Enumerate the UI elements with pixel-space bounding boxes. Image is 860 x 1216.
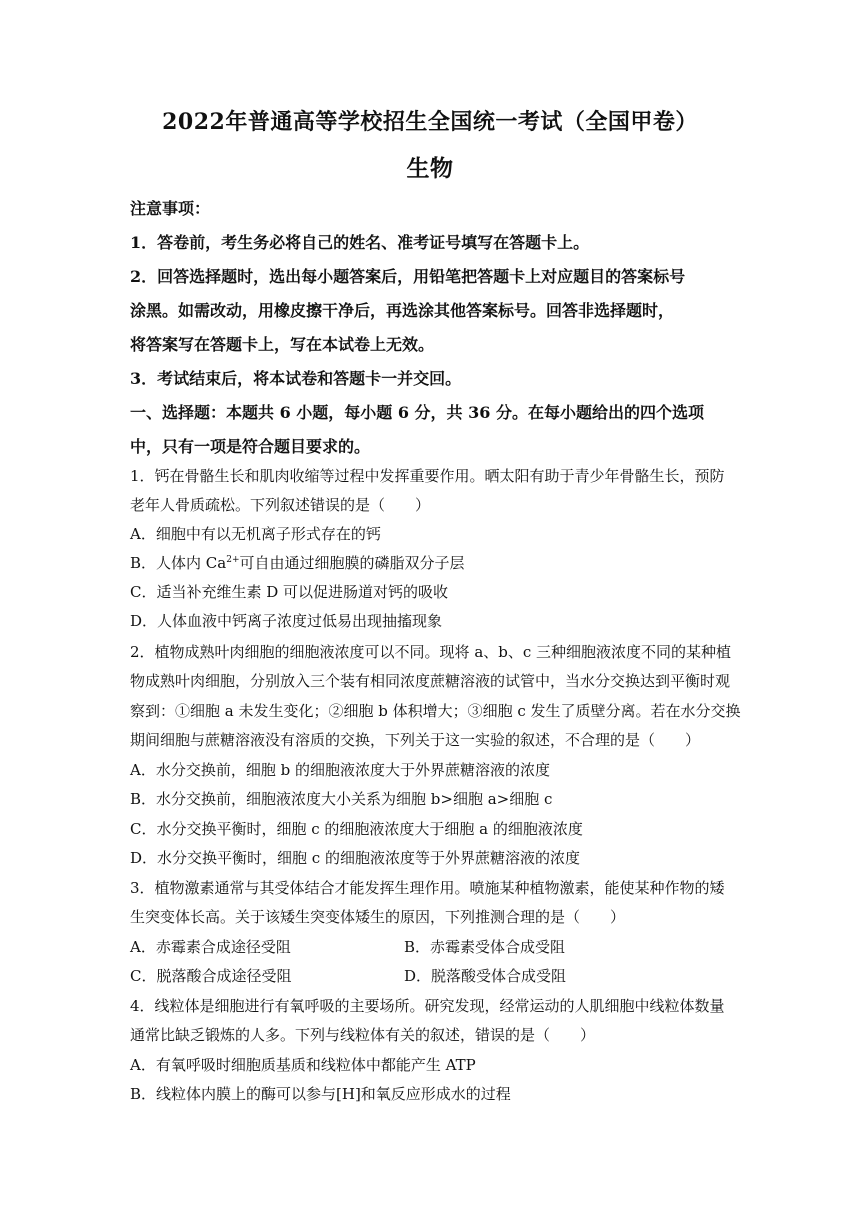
exam-subject: 生物 <box>406 155 454 182</box>
q2-stem-line-3: 察到：①细胞 a 未发生变化；②细胞 b 体积增大；③细胞 c 发生了质壁分离。若在水分交换 <box>130 702 741 720</box>
notice-item-2-line-1: 2．回答选择题时，选出每小题答案后，用铅笔把答题卡上对应题目的答案标号 <box>130 267 686 286</box>
q3-option-d: D．脱落酸受体合成受阻 <box>404 967 567 985</box>
q2-option-c: C．水分交换平衡时，细胞 c 的细胞液浓度大于细胞 a 的细胞液浓度 <box>130 820 583 838</box>
q1-option-b-pre: B．人体内 Ca <box>130 554 227 572</box>
q4-stem-line-2: 通常比缺乏锻炼的人多。下列与线粒体有关的叙述，错误的是（ ） <box>130 1026 596 1044</box>
q3-option-a: A．赤霉素合成途径受阻 <box>130 938 291 956</box>
section-heading-line-1: 一、选择题：本题共 6 小题，每小题 6 分，共 36 分。在每小题给出的四个选项 <box>130 403 704 422</box>
q3-option-b: B．赤霉素受体合成受阻 <box>404 938 566 956</box>
notice-item-2-line-2: 涂黑。如需改动，用橡皮擦干净后，再选涂其他答案标号。回答非选择题时， <box>130 301 675 320</box>
q3-stem-line-2: 生突变体长高。关于该矮生突变体矮生的原因，下列推测合理的是（ ） <box>130 908 626 926</box>
q2-option-b: B．水分交换前，细胞液浓度大小关系为细胞 b>细胞 a>细胞 c <box>130 790 553 808</box>
q2-stem-line-1: 2．植物成熟叶肉细胞的细胞液浓度可以不同。现将 a、b、c 三种细胞液浓度不同的某种植 <box>130 643 732 661</box>
notice-item-1: 1．答卷前，考生务必将自己的姓名、准考证号填写在答题卡上。 <box>130 233 590 252</box>
q2-stem-line-2: 物成熟叶肉细胞，分别放入三个装有相同浓度蔗糖溶液的试管中，当水分交换达到平衡时观 <box>130 672 731 690</box>
q4-option-a: A．有氧呼吸时细胞质基质和线粒体中都能产生 ATP <box>130 1056 476 1074</box>
q1-option-a: A．细胞中有以无机离子形式存在的钙 <box>130 525 381 543</box>
notice-heading: 注意事项： <box>130 199 211 218</box>
q1-option-b-post: 可自由通过细胞膜的磷脂双分子层 <box>239 554 465 572</box>
section-heading-line-2: 中，只有一项是符合题目要求的。 <box>130 437 371 456</box>
q1-stem-line-2: 老年人骨质疏松。下列叙述错误的是（ ） <box>130 496 431 514</box>
q4-option-b: B．线粒体内膜上的酶可以参与[H]和氧反应形成水的过程 <box>130 1085 511 1103</box>
q1-option-b-superscript: 2+ <box>226 555 240 565</box>
q1-option-b <box>130 552 740 573</box>
notice-item-2-line-3: 将答案写在答题卡上，写在本试卷上无效。 <box>130 335 435 354</box>
notice-item-3: 3．考试结束后，将本试卷和答题卡一并交回。 <box>130 369 462 388</box>
q1-option-c: C．适当补充维生素 D 可以促进肠道对钙的吸收 <box>130 583 449 601</box>
q1-option-d: D．人体血液中钙离子浓度过低易出现抽搐现象 <box>130 612 443 630</box>
q2-option-a: A．水分交换前，细胞 b 的细胞液浓度大于外界蔗糖溶液的浓度 <box>130 761 550 779</box>
q4-stem-line-1: 4．线粒体是细胞进行有氧呼吸的主要场所。研究发现，经常运动的人肌细胞中线粒体数量 <box>130 997 725 1015</box>
q3-stem-line-1: 3．植物激素通常与其受体结合才能发挥生理作用。喷施某种植物激素，能使某种作物的矮 <box>130 879 725 897</box>
q3-option-c: C．脱落酸合成途径受阻 <box>130 967 292 985</box>
q1-stem-line-1: 1．钙在骨骼生长和肌肉收缩等过程中发挥重要作用。晒太阳有助于青少年骨骼生长，预防 <box>130 467 725 485</box>
exam-title: 2022年普通高等学校招生全国统一考试（全国甲卷） <box>162 109 698 135</box>
q2-stem-line-4: 期间细胞与蔗糖溶液没有溶质的交换，下列关于这一实验的叙述，不合理的是（ ） <box>130 731 701 749</box>
q2-option-d: D．水分交换平衡时，细胞 c 的细胞液浓度等于外界蔗糖溶液的浓度 <box>130 849 580 867</box>
